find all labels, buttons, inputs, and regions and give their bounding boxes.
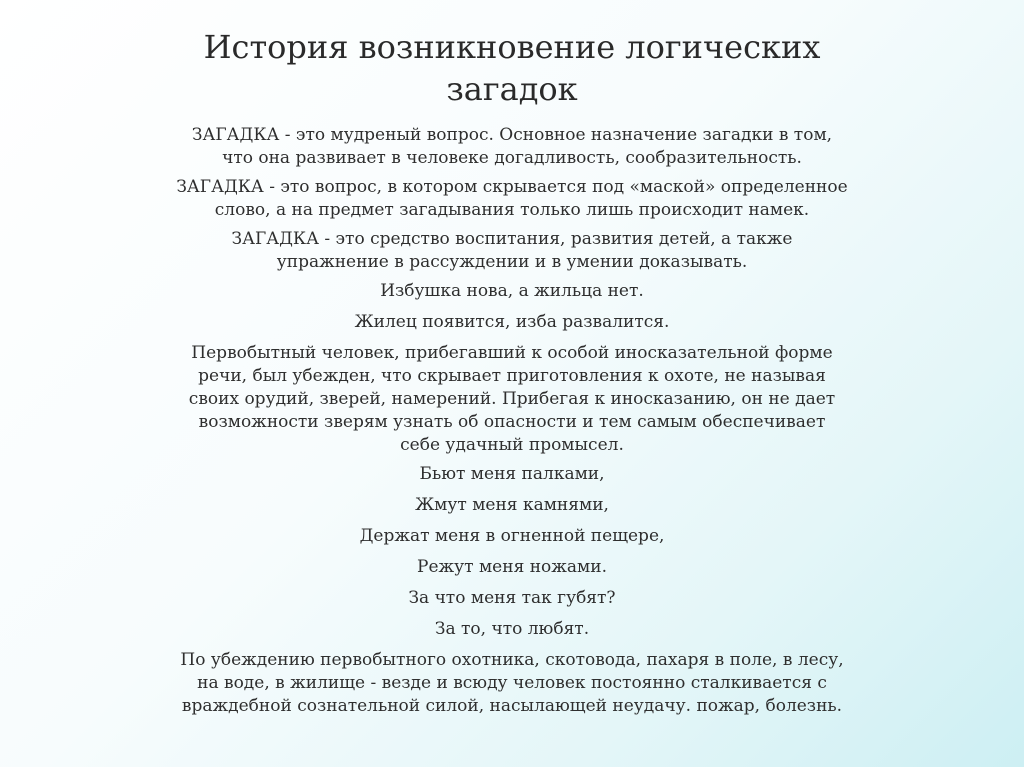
text-line: враждебной сознательной силой, насылающей неудачу. пожар, болезнь. xyxy=(181,696,843,716)
text-line: ЗАГАДКА - это вопрос, в котором скрывается под «маской» определенное xyxy=(176,177,848,197)
text-line: По убеждению первобытного охотника, скотовода, пахаря в поле, в лесу, xyxy=(180,650,844,670)
text-line: слово, а на предмет загадывания только лишь происходит намек. xyxy=(214,200,810,220)
riddle-line: Бьют меня палками, xyxy=(419,464,605,484)
riddle-line: Жмут меня камнями, xyxy=(415,495,609,515)
text-line: что она развивает в человеке догадливость, сообразительность. xyxy=(222,148,802,168)
text-line: на воде, в жилище - везде и всюду человек постоянно сталкивается с xyxy=(197,673,827,693)
text-line: упражнение в рассуждении и в умении доказывать. xyxy=(276,252,748,272)
riddle-line: За то, что любят. xyxy=(434,619,590,639)
closing-paragraph xyxy=(110,649,914,718)
definition-paragraph xyxy=(110,124,914,170)
slide-title-line: загадок xyxy=(446,70,578,108)
text-line: себе удачный промысел. xyxy=(400,435,624,455)
text-line: своих орудий, зверей, намерений. Прибегая к иносказанию, он не дает xyxy=(188,389,836,409)
definition-paragraph xyxy=(110,176,914,222)
history-paragraph xyxy=(110,342,914,457)
text-line: ЗАГАДКА - это средство воспитания, развития детей, а также xyxy=(231,229,793,249)
riddle-line: Жилец появится, изба развалится. xyxy=(354,312,670,332)
slide-title-line: История возникновение логических xyxy=(203,28,821,66)
text-line: ЗАГАДКА - это мудреный вопрос. Основное назначение загадки в том, xyxy=(191,125,833,145)
slide-title xyxy=(100,26,924,110)
text-line: возможности зверям узнать об опасности и тем самым обеспечивает xyxy=(198,412,826,432)
riddle-line: Избушка нова, а жильца нет. xyxy=(380,281,644,301)
definition-paragraph xyxy=(110,228,914,274)
text-line: Первобытный человек, прибегавший к особой иносказательной форме xyxy=(191,343,833,363)
riddle-line: Режут меня ножами. xyxy=(417,557,607,577)
text-line: речи, был убежден, что скрывает приготовления к охоте, не называя xyxy=(198,366,826,386)
slide-body xyxy=(110,124,914,724)
riddle-line: За что меня так губят? xyxy=(408,588,616,608)
riddle-line: Держат меня в огненной пещере, xyxy=(359,526,665,546)
